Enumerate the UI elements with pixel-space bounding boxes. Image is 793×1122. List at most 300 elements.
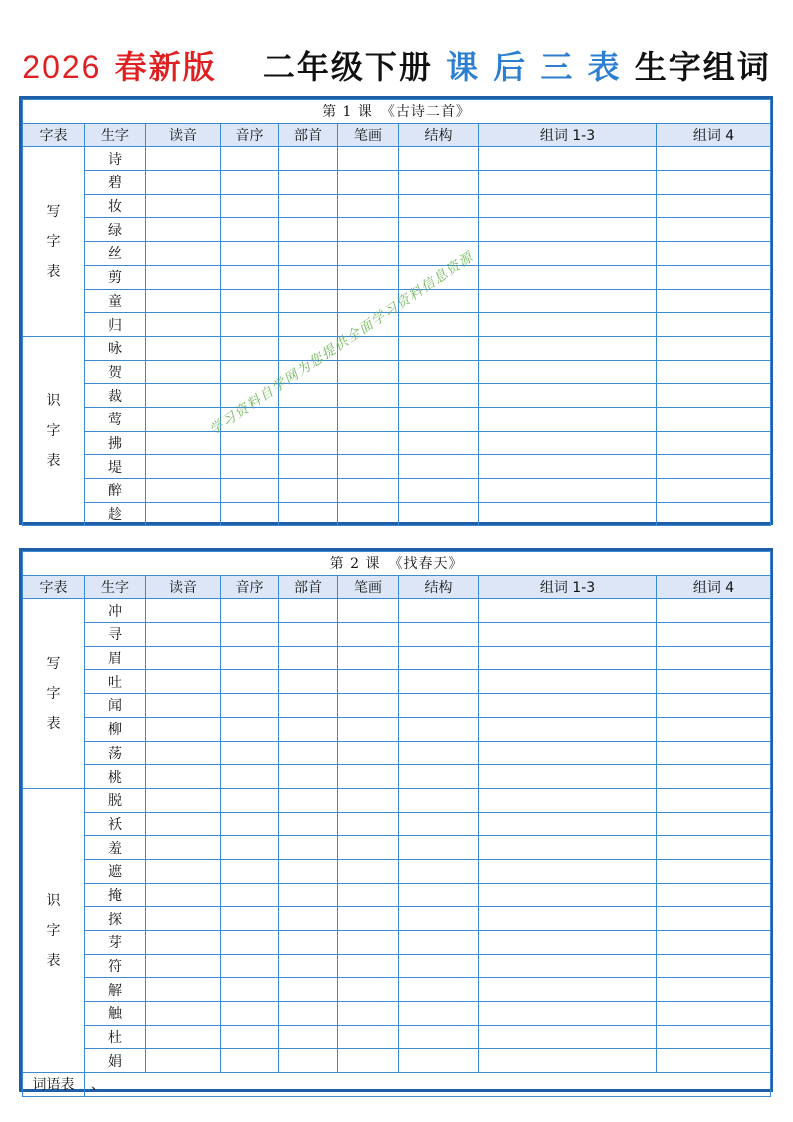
blank-answer-cell[interactable] [221,954,279,978]
character-cell: 趁 [85,502,146,526]
blank-answer-cell[interactable] [146,194,221,218]
blank-answer-cell[interactable] [221,836,279,860]
table-row [23,455,771,479]
blank-answer-cell[interactable] [479,599,657,623]
character-cell: 归 [85,313,146,337]
blank-answer-cell[interactable] [146,812,221,836]
character-cell: 童 [85,289,146,313]
blank-answer-cell[interactable] [399,1049,479,1073]
character-cell: 桃 [85,765,146,789]
blank-answer-cell[interactable] [657,171,771,195]
blank-answer-cell[interactable] [338,907,399,931]
blank-answer-cell[interactable] [146,623,221,647]
blank-answer-cell[interactable] [221,265,279,289]
blank-answer-cell[interactable] [399,836,479,860]
blank-answer-cell[interactable] [221,431,279,455]
blank-answer-cell[interactable] [146,265,221,289]
blank-answer-cell[interactable] [221,336,279,360]
blank-answer-cell[interactable] [399,907,479,931]
blank-answer-cell[interactable] [479,289,657,313]
blank-answer-cell[interactable] [221,623,279,647]
blank-answer-cell[interactable] [479,1002,657,1026]
blank-answer-cell[interactable] [279,646,338,670]
blank-answer-cell[interactable] [479,265,657,289]
blank-answer-cell[interactable] [279,883,338,907]
blank-answer-cell[interactable] [479,717,657,741]
blank-answer-cell[interactable] [146,765,221,789]
column-header: 组词 1-3 [479,123,657,147]
blank-answer-cell[interactable] [146,502,221,526]
blank-answer-cell[interactable] [399,1002,479,1026]
blank-answer-cell[interactable] [657,812,771,836]
blank-answer-cell[interactable] [657,646,771,670]
blank-answer-cell[interactable] [338,502,399,526]
blank-answer-cell[interactable] [279,1025,338,1049]
blank-answer-cell[interactable] [399,788,479,812]
blank-answer-cell[interactable] [221,646,279,670]
column-header: 组词 4 [657,123,771,147]
blank-answer-cell[interactable] [479,812,657,836]
blank-answer-cell[interactable] [146,479,221,503]
blank-answer-cell[interactable] [146,313,221,337]
character-cell: 碧 [85,171,146,195]
table-row [23,812,771,836]
blank-answer-cell[interactable] [657,836,771,860]
group-label: 识 字 表 [23,788,85,1072]
blank-answer-cell[interactable] [479,883,657,907]
blank-answer-cell[interactable] [399,147,479,171]
blank-answer-cell[interactable] [657,717,771,741]
blank-answer-cell[interactable] [279,289,338,313]
blank-answer-cell[interactable] [399,194,479,218]
blank-answer-cell[interactable] [279,171,338,195]
blank-answer-cell[interactable] [399,171,479,195]
blank-answer-cell[interactable] [279,455,338,479]
table-row [23,1049,771,1073]
character-cell: 诗 [85,147,146,171]
blank-answer-cell[interactable] [657,479,771,503]
title-biao: 表 [587,48,622,86]
blank-answer-cell[interactable] [279,978,338,1002]
blank-answer-cell[interactable] [479,694,657,718]
blank-answer-cell[interactable] [657,194,771,218]
blank-answer-cell[interactable] [479,836,657,860]
blank-answer-cell[interactable] [279,479,338,503]
blank-answer-cell[interactable] [479,907,657,931]
blank-answer-cell[interactable] [338,954,399,978]
blank-answer-cell[interactable] [279,741,338,765]
blank-answer-cell[interactable] [657,694,771,718]
blank-answer-cell[interactable] [479,407,657,431]
blank-answer-cell[interactable] [221,479,279,503]
character-cell: 莺 [85,407,146,431]
blank-answer-cell[interactable] [338,384,399,408]
title-year: 2026 [22,49,102,85]
blank-answer-cell[interactable] [657,907,771,931]
blank-answer-cell[interactable] [279,194,338,218]
blank-answer-cell[interactable] [399,717,479,741]
blank-answer-cell[interactable] [146,1049,221,1073]
blank-answer-cell[interactable] [399,218,479,242]
blank-answer-cell[interactable] [399,765,479,789]
blank-answer-cell[interactable] [399,455,479,479]
blank-answer-cell[interactable] [279,717,338,741]
table-row [23,194,771,218]
blank-answer-cell[interactable] [338,218,399,242]
lesson-title: 第 1 课 《古诗二首》 [23,100,771,124]
blank-answer-cell[interactable] [338,242,399,266]
blank-answer-cell[interactable] [657,1025,771,1049]
blank-answer-cell[interactable] [146,218,221,242]
blank-answer-cell[interactable] [657,670,771,694]
blank-answer-cell[interactable] [221,147,279,171]
blank-answer-cell[interactable] [338,623,399,647]
blank-answer-cell[interactable] [399,623,479,647]
blank-answer-cell[interactable] [279,765,338,789]
blank-answer-cell[interactable] [146,289,221,313]
table-row [23,717,771,741]
blank-answer-cell[interactable] [146,717,221,741]
blank-answer-cell[interactable] [338,171,399,195]
blank-answer-cell[interactable] [221,1025,279,1049]
blank-answer-cell[interactable] [657,765,771,789]
blank-answer-cell[interactable] [399,502,479,526]
blank-answer-cell[interactable] [279,812,338,836]
blank-answer-cell[interactable] [338,670,399,694]
lesson-title: 第 2 课 《找春天》 [23,552,771,576]
blank-answer-cell[interactable] [146,1025,221,1049]
group-label: 写 字 表 [23,599,85,789]
blank-answer-cell[interactable] [479,623,657,647]
blank-answer-cell[interactable] [399,741,479,765]
blank-answer-cell[interactable] [657,502,771,526]
blank-answer-cell[interactable] [279,242,338,266]
blank-answer-cell[interactable] [221,717,279,741]
blank-answer-cell[interactable] [146,670,221,694]
blank-answer-cell[interactable] [221,1002,279,1026]
table-row [23,384,771,408]
blank-answer-cell[interactable] [221,788,279,812]
blank-answer-cell[interactable] [338,978,399,1002]
blank-answer-cell[interactable] [479,360,657,384]
blank-answer-cell[interactable] [221,978,279,1002]
blank-answer-cell[interactable] [146,741,221,765]
blank-answer-cell[interactable] [338,788,399,812]
blank-answer-cell[interactable] [221,1049,279,1073]
blank-answer-cell[interactable] [279,1002,338,1026]
blank-answer-cell[interactable] [479,455,657,479]
blank-answer-cell[interactable] [338,717,399,741]
blank-answer-cell[interactable] [657,623,771,647]
blank-answer-cell[interactable] [279,407,338,431]
blank-answer-cell[interactable] [279,313,338,337]
blank-answer-cell[interactable] [279,907,338,931]
blank-answer-cell[interactable] [146,883,221,907]
blank-answer-cell[interactable] [338,599,399,623]
blank-answer-cell[interactable] [146,360,221,384]
table-row [23,765,771,789]
blank-answer-cell[interactable] [338,455,399,479]
blank-answer-cell[interactable] [146,147,221,171]
vocab-field[interactable]: 、 [85,1073,771,1097]
blank-answer-cell[interactable] [657,1002,771,1026]
blank-answer-cell[interactable] [399,954,479,978]
blank-answer-cell[interactable] [221,242,279,266]
table-row [23,741,771,765]
blank-answer-cell[interactable] [279,599,338,623]
blank-answer-cell[interactable] [479,502,657,526]
blank-answer-cell[interactable] [657,289,771,313]
blank-answer-cell[interactable] [146,931,221,955]
blank-answer-cell[interactable] [479,1049,657,1073]
blank-answer-cell[interactable] [479,741,657,765]
blank-answer-cell[interactable] [279,265,338,289]
blank-answer-cell[interactable] [146,836,221,860]
blank-answer-cell[interactable] [399,931,479,955]
blank-answer-cell[interactable] [399,883,479,907]
blank-answer-cell[interactable] [221,218,279,242]
column-header: 结构 [399,123,479,147]
blank-answer-cell[interactable] [338,931,399,955]
blank-answer-cell[interactable] [399,694,479,718]
character-cell: 吐 [85,670,146,694]
table-row [23,978,771,1002]
blank-answer-cell[interactable] [399,479,479,503]
blank-answer-cell[interactable] [338,479,399,503]
blank-answer-cell[interactable] [338,812,399,836]
blank-answer-cell[interactable] [279,788,338,812]
blank-answer-cell[interactable] [338,883,399,907]
blank-answer-cell[interactable] [338,1025,399,1049]
blank-answer-cell[interactable] [657,741,771,765]
blank-answer-cell[interactable] [479,978,657,1002]
blank-answer-cell[interactable] [399,407,479,431]
blank-answer-cell[interactable] [399,646,479,670]
blank-answer-cell[interactable] [146,978,221,1002]
table-row [23,171,771,195]
character-cell: 眉 [85,646,146,670]
blank-answer-cell[interactable] [479,336,657,360]
blank-answer-cell[interactable] [221,455,279,479]
blank-answer-cell[interactable] [399,360,479,384]
blank-answer-cell[interactable] [221,859,279,883]
blank-answer-cell[interactable] [221,599,279,623]
blank-answer-cell[interactable] [146,384,221,408]
blank-answer-cell[interactable] [657,1049,771,1073]
blank-answer-cell[interactable] [479,670,657,694]
blank-answer-cell[interactable] [146,455,221,479]
table-row [23,265,771,289]
blank-answer-cell[interactable] [479,147,657,171]
blank-answer-cell[interactable] [657,954,771,978]
blank-answer-cell[interactable] [399,431,479,455]
blank-answer-cell[interactable] [146,171,221,195]
character-cell: 娟 [85,1049,146,1073]
character-cell: 探 [85,907,146,931]
column-header: 笔画 [338,575,399,599]
title-hou: 后 [493,48,528,86]
blank-answer-cell[interactable] [657,455,771,479]
blank-answer-cell[interactable] [479,479,657,503]
table-row [23,836,771,860]
title-san: 三 [540,48,575,86]
blank-answer-cell[interactable] [338,1049,399,1073]
blank-answer-cell[interactable] [146,907,221,931]
blank-answer-cell[interactable] [279,694,338,718]
blank-answer-cell[interactable] [221,313,279,337]
blank-answer-cell[interactable] [399,313,479,337]
blank-answer-cell[interactable] [221,765,279,789]
blank-answer-cell[interactable] [657,242,771,266]
character-cell: 袄 [85,812,146,836]
table-row [23,431,771,455]
blank-answer-cell[interactable] [657,859,771,883]
watermark: 学习资料自学网为您提供全面学习资料信息资源 [206,248,477,439]
blank-answer-cell[interactable] [279,218,338,242]
blank-answer-cell[interactable] [479,194,657,218]
blank-answer-cell[interactable] [479,646,657,670]
blank-answer-cell[interactable] [657,931,771,955]
blank-answer-cell[interactable] [657,978,771,1002]
blank-answer-cell[interactable] [221,502,279,526]
vocab-label: 词语表 [23,1073,85,1097]
blank-answer-cell[interactable] [399,336,479,360]
blank-answer-cell[interactable] [338,194,399,218]
table-row [23,646,771,670]
table-row [23,954,771,978]
column-header: 读音 [146,575,221,599]
blank-answer-cell[interactable] [338,646,399,670]
blank-answer-cell[interactable] [146,694,221,718]
blank-answer-cell[interactable] [479,765,657,789]
character-cell: 妆 [85,194,146,218]
character-cell: 贺 [85,360,146,384]
table-row [23,1002,771,1026]
blank-answer-cell[interactable] [146,599,221,623]
blank-answer-cell[interactable] [399,978,479,1002]
column-header: 结构 [399,575,479,599]
blank-answer-cell[interactable] [279,836,338,860]
blank-answer-cell[interactable] [338,265,399,289]
blank-answer-cell[interactable] [399,384,479,408]
blank-answer-cell[interactable] [657,313,771,337]
blank-answer-cell[interactable] [221,883,279,907]
blank-answer-cell[interactable] [657,147,771,171]
blank-answer-cell[interactable] [221,289,279,313]
blank-answer-cell[interactable] [221,812,279,836]
blank-answer-cell[interactable] [221,194,279,218]
blank-answer-cell[interactable] [399,1025,479,1049]
blank-answer-cell[interactable] [279,954,338,978]
blank-answer-cell[interactable] [221,931,279,955]
blank-answer-cell[interactable] [338,147,399,171]
blank-answer-cell[interactable] [657,336,771,360]
blank-answer-cell[interactable] [338,836,399,860]
table-row [23,147,771,171]
blank-answer-cell[interactable] [221,741,279,765]
blank-answer-cell[interactable] [479,171,657,195]
blank-answer-cell[interactable] [146,954,221,978]
blank-answer-cell[interactable] [279,1049,338,1073]
blank-answer-cell[interactable] [657,265,771,289]
blank-answer-cell[interactable] [279,431,338,455]
blank-answer-cell[interactable] [279,623,338,647]
blank-answer-cell[interactable] [479,788,657,812]
blank-answer-cell[interactable] [338,741,399,765]
blank-answer-cell[interactable] [399,859,479,883]
blank-answer-cell[interactable] [279,859,338,883]
blank-answer-cell[interactable] [479,384,657,408]
blank-answer-cell[interactable] [338,765,399,789]
character-cell: 符 [85,954,146,978]
blank-answer-cell[interactable] [657,431,771,455]
blank-answer-cell[interactable] [657,407,771,431]
blank-answer-cell[interactable] [657,883,771,907]
blank-answer-cell[interactable] [399,599,479,623]
blank-answer-cell[interactable] [657,218,771,242]
blank-answer-cell[interactable] [279,670,338,694]
blank-answer-cell[interactable] [338,694,399,718]
table-row [23,788,771,812]
blank-answer-cell[interactable] [146,242,221,266]
blank-answer-cell[interactable] [279,931,338,955]
blank-answer-cell[interactable] [479,859,657,883]
column-header: 生字 [85,123,146,147]
blank-answer-cell[interactable] [479,242,657,266]
blank-answer-cell[interactable] [221,694,279,718]
blank-answer-cell[interactable] [479,313,657,337]
blank-answer-cell[interactable] [399,670,479,694]
blank-answer-cell[interactable] [146,788,221,812]
character-cell: 冲 [85,599,146,623]
character-cell: 绿 [85,218,146,242]
blank-answer-cell[interactable] [279,502,338,526]
blank-answer-cell[interactable] [479,954,657,978]
blank-answer-cell[interactable] [146,431,221,455]
table-row [23,502,771,526]
blank-answer-cell[interactable] [657,599,771,623]
character-cell: 咏 [85,336,146,360]
blank-answer-cell[interactable] [221,171,279,195]
column-header: 字表 [23,575,85,599]
blank-answer-cell[interactable] [221,907,279,931]
blank-answer-cell[interactable] [146,1002,221,1026]
character-cell: 掩 [85,883,146,907]
blank-answer-cell[interactable] [146,646,221,670]
blank-answer-cell[interactable] [657,788,771,812]
blank-answer-cell[interactable] [279,147,338,171]
blank-answer-cell[interactable] [479,931,657,955]
blank-answer-cell[interactable] [657,384,771,408]
page-title [0,44,793,90]
blank-answer-cell[interactable] [146,336,221,360]
blank-answer-cell[interactable] [338,431,399,455]
blank-answer-cell[interactable] [338,360,399,384]
character-cell: 解 [85,978,146,1002]
blank-answer-cell[interactable] [221,670,279,694]
table-row [23,670,771,694]
blank-answer-cell[interactable] [146,859,221,883]
character-cell: 触 [85,1002,146,1026]
blank-answer-cell[interactable] [399,812,479,836]
blank-answer-cell[interactable] [338,1002,399,1026]
blank-answer-cell[interactable] [338,407,399,431]
blank-answer-cell[interactable] [657,360,771,384]
table-row [23,907,771,931]
blank-answer-cell[interactable] [338,859,399,883]
blank-answer-cell[interactable] [479,431,657,455]
blank-answer-cell[interactable] [479,1025,657,1049]
